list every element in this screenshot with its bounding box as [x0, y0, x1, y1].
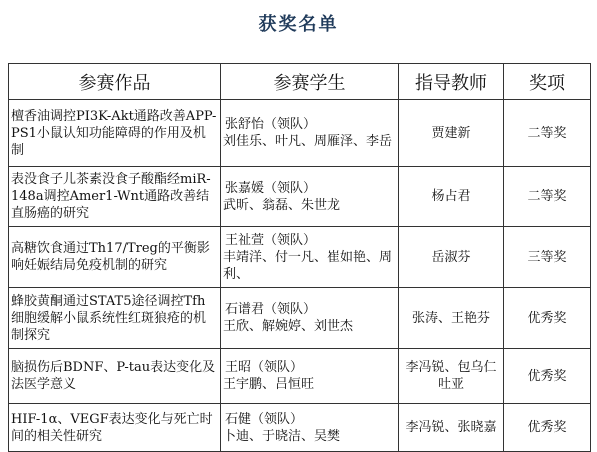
header-students: 参赛学生	[221, 64, 399, 100]
team-leader: 张嘉媛（领队）	[225, 180, 317, 196]
team-members: 刘佳乐、叶凡、周雁泽、李岳	[223, 134, 393, 149]
work-title: 檀香油调控PI3K-Akt通路改善APP-PS1小鼠认知功能障碍的作用及机制	[9, 100, 221, 167]
work-title: 脑损伤后BDNF、P-tau表达变化及法医学意义	[9, 349, 221, 404]
table-row	[9, 288, 591, 349]
team-leader: 张舒怡（领队）	[225, 117, 317, 132]
table-row	[9, 100, 591, 167]
page-title: 获奖名单	[258, 14, 339, 35]
work-title: 高糖饮食通过Th17/Treg的平衡影响妊娠结局免疫机制的研究	[9, 227, 221, 288]
award-cell: 三等奖	[504, 227, 591, 288]
work-title: 表没食子儿茶素没食子酸酯经miR-148a调控Amer1-Wnt通路改善结直肠癌的研究	[9, 167, 221, 227]
table-row	[9, 404, 591, 452]
header-work: 参赛作品	[9, 64, 221, 100]
advisor-cell: 李冯锐、包乌仁吐亚	[399, 349, 504, 404]
work-title: HIF-1α、VEGF表达变化与死亡时间的相关性研究	[9, 404, 221, 452]
table-row	[9, 167, 591, 227]
team-members: 卜迪、于晓洁、吴樊	[223, 428, 341, 444]
table-row	[9, 227, 591, 288]
award-cell: 优秀奖	[504, 288, 591, 349]
award-cell: 二等奖	[504, 167, 591, 227]
team-members: 丰靖洋、付一凡、崔如艳、周利、	[223, 249, 393, 282]
advisor-cell: 贾建新	[399, 100, 504, 167]
award-cell: 优秀奖	[504, 349, 591, 404]
team-leader: 石健（领队）	[225, 411, 304, 427]
team-leader: 王昭（领队）	[225, 360, 304, 375]
advisor-cell: 张涛、王艳芬	[399, 288, 504, 349]
team-members: 王宇鹏、吕恒旺	[223, 377, 315, 392]
team-members: 武昕、翁磊、朱世龙	[223, 197, 341, 213]
team-leader: 石谱君（领队）	[225, 302, 317, 317]
work-title: 蜂胶黄酮通过STAT5途径调控Tfh细胞缓解小鼠系统性红斑狼疮的机制探究	[9, 288, 221, 349]
team-leader: 王祉萱（领队）	[225, 232, 317, 248]
students-cell	[221, 227, 399, 288]
award-cell: 优秀奖	[504, 404, 591, 452]
header-award: 奖项	[504, 64, 591, 100]
advisor-cell: 岳淑芬	[399, 227, 504, 288]
team-members: 王欣、解婉婷、刘世杰	[223, 319, 354, 334]
awards-table	[8, 63, 591, 452]
students-cell	[221, 349, 399, 404]
students-cell	[221, 288, 399, 349]
header-advisor: 指导教师	[399, 64, 504, 100]
students-cell	[221, 167, 399, 227]
students-cell	[221, 100, 399, 167]
students-cell	[221, 404, 399, 452]
table-row	[9, 349, 591, 404]
advisor-cell: 李冯锐、张晓嘉	[399, 404, 504, 452]
table-header-row	[9, 64, 591, 100]
advisor-cell: 杨占君	[399, 167, 504, 227]
award-cell: 二等奖	[504, 100, 591, 167]
